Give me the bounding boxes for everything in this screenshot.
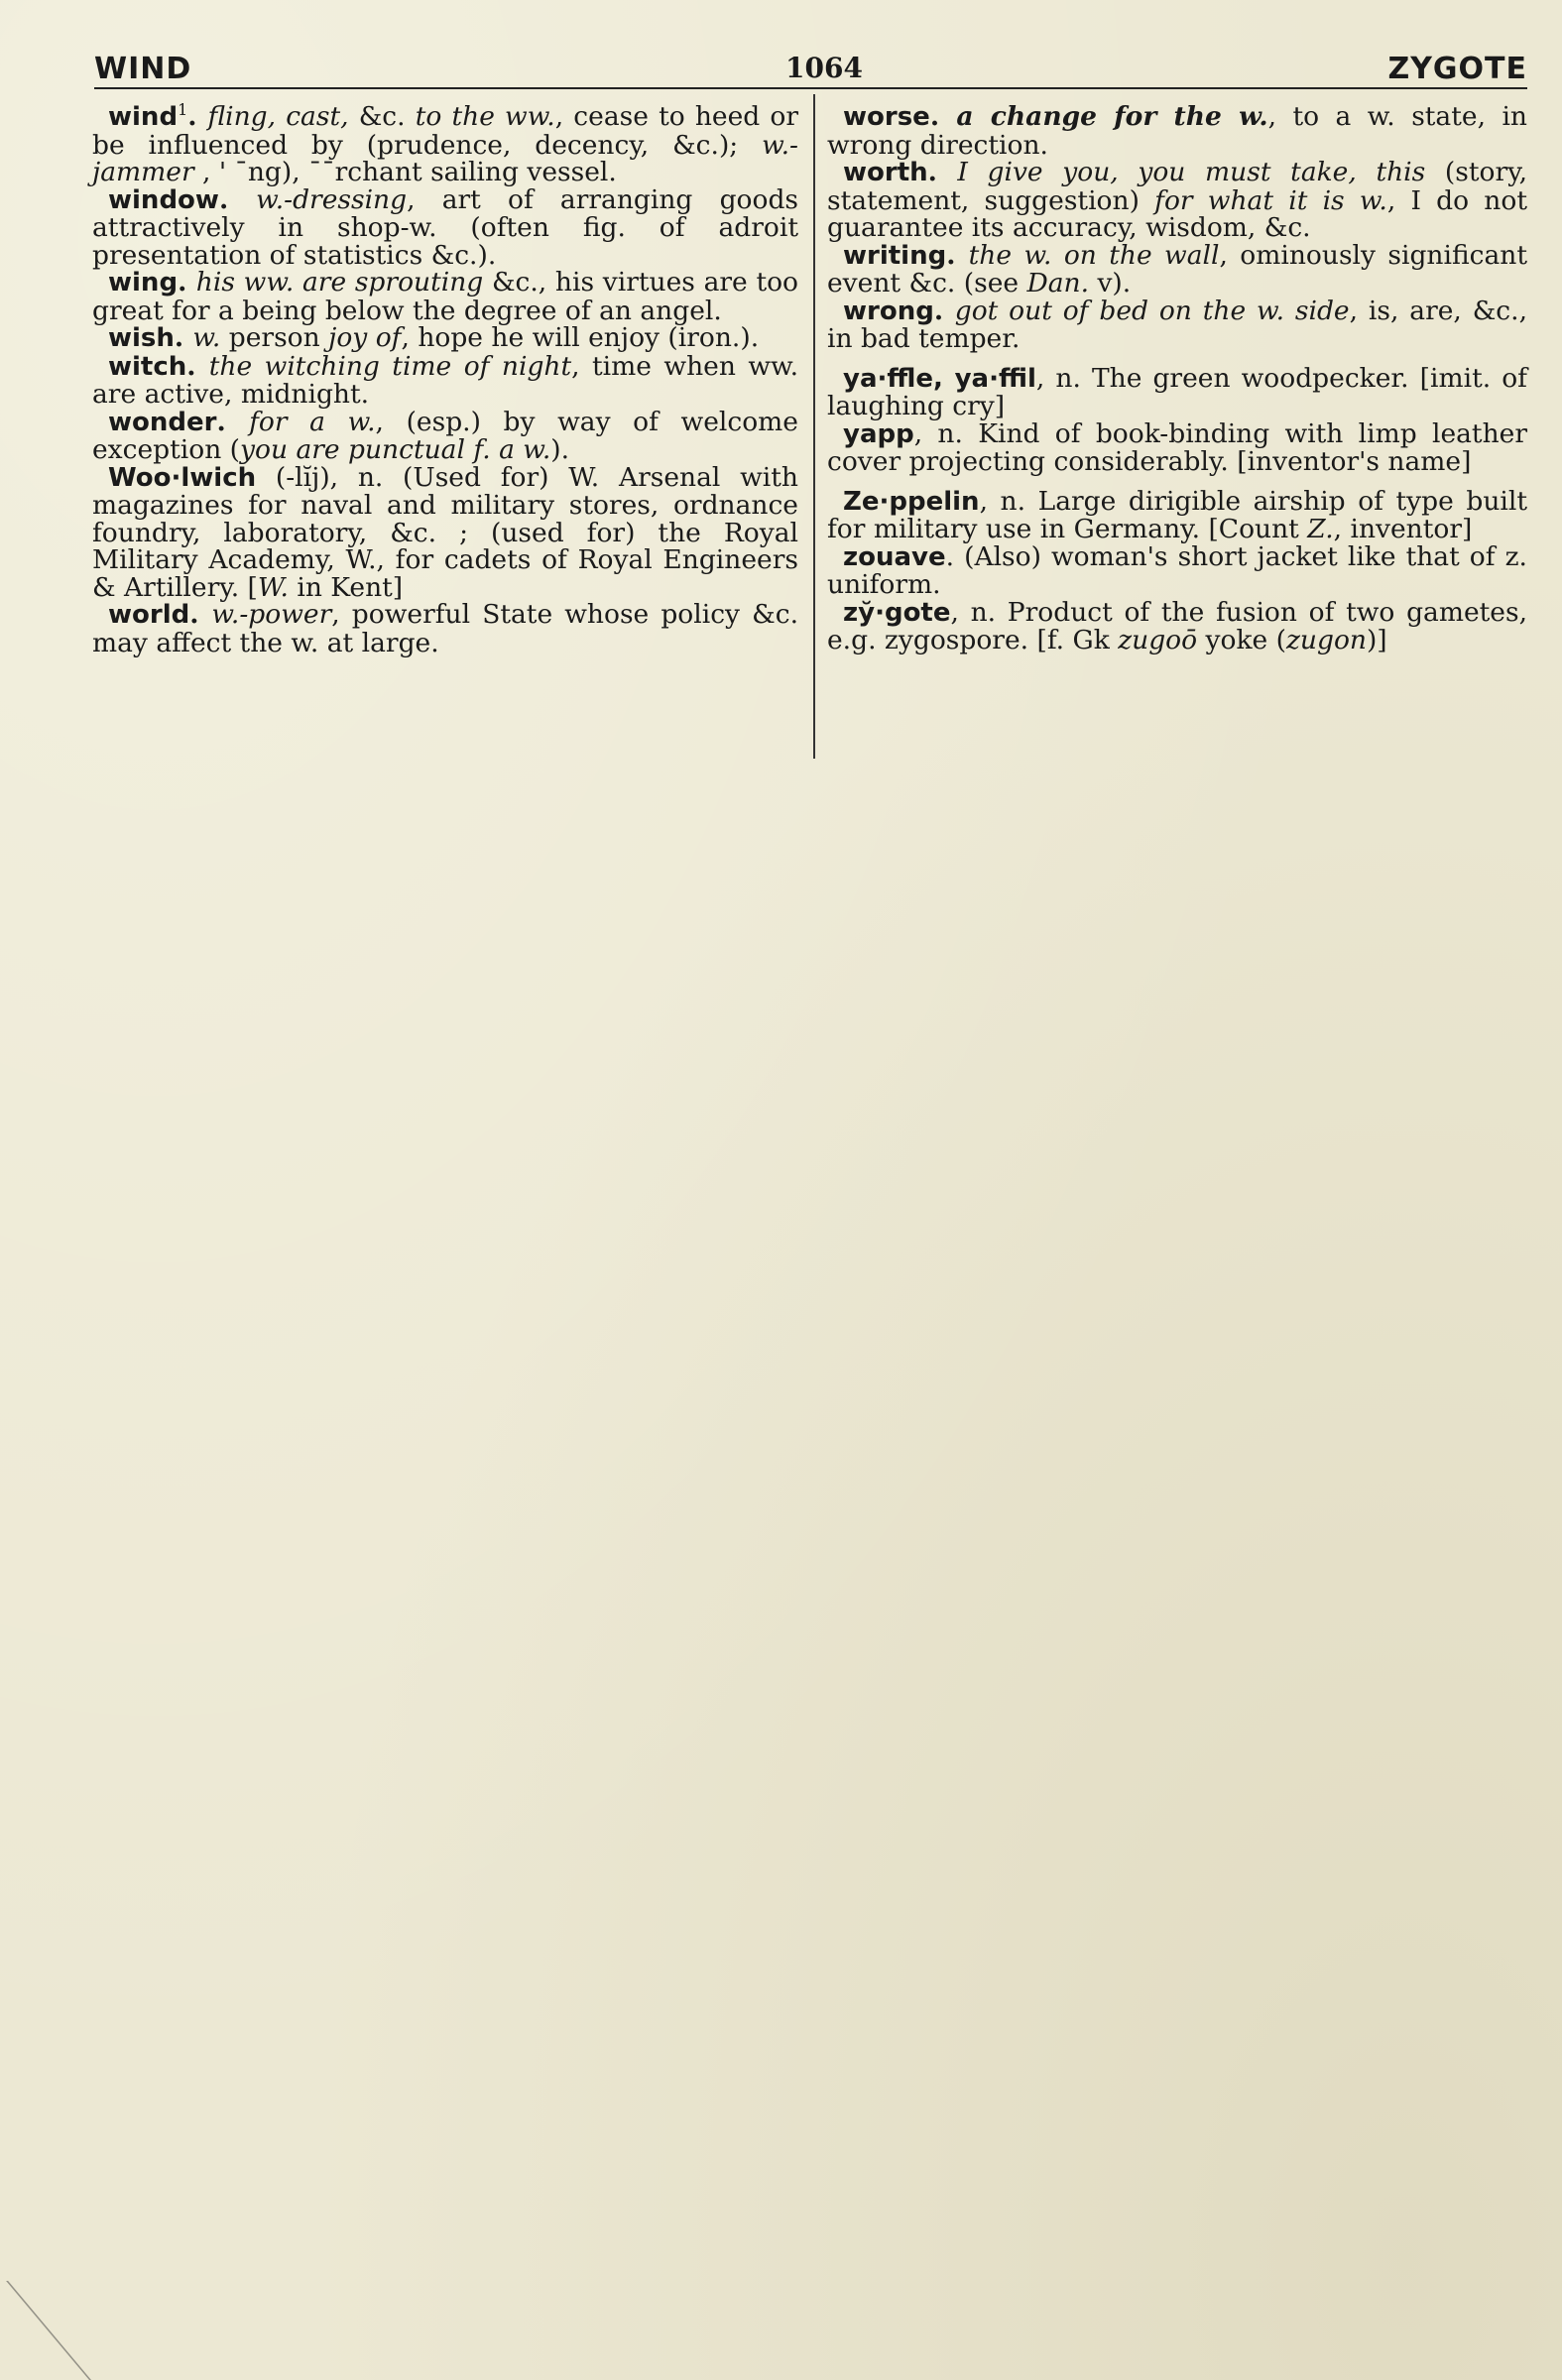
homograph-number: 1 (178, 100, 188, 120)
entry-text: . (933, 295, 955, 326)
entry-text: (story, statement, suggestion) (827, 157, 1528, 216)
dictionary-entry (92, 406, 798, 465)
page-corner-crease (0, 2281, 91, 2380)
entry-text: . (927, 157, 958, 187)
entry-headword: Ze·ppelin (843, 486, 980, 517)
entry-text: his ww. are sprouting (195, 267, 484, 298)
entry-text: , hope he will enjoy (iron.). (401, 322, 760, 353)
entry-text: &c. (358, 101, 416, 132)
right-column (827, 103, 1527, 654)
right-guide-word: ZYGOTE (1387, 52, 1527, 86)
entry-headword: window (108, 184, 219, 215)
entry-text: you are punctual f. a w. (240, 434, 551, 465)
entry-text: &c., his virtues are too great for a being below the degree of an angel. (92, 267, 798, 326)
dictionary-entry (827, 540, 1527, 600)
entry-headword: writing (843, 240, 947, 271)
dictionary-entry (827, 417, 1527, 477)
entry-text: . (174, 322, 193, 353)
left-guide-word: WIND (94, 52, 192, 86)
entry-headword: worse (843, 102, 930, 132)
entry-text: , time when ww. are active, midnight. (92, 350, 798, 410)
entry-text: . (187, 101, 208, 132)
entry-text: . (189, 599, 212, 630)
header-rule (94, 87, 1527, 89)
column-divider (813, 94, 815, 759)
entry-text: fling, cast, (207, 101, 359, 132)
entry-text: ). (550, 434, 570, 465)
entry-text: , inventor] (1333, 514, 1473, 544)
entry-text: w.-jammer (92, 129, 798, 187)
entry-text: w.-dressing (256, 183, 408, 215)
entry-text: . (216, 406, 250, 437)
dictionary-entry (92, 601, 798, 656)
entry-text: . (186, 350, 209, 382)
dictionary-entry (92, 269, 798, 324)
entry-text: . (946, 239, 969, 271)
entry-text: , is, are, &c., in bad temper. (827, 295, 1527, 354)
entry-headword: Woo·lwich (108, 462, 257, 493)
dictionary-entry (92, 324, 798, 353)
entry-headword: witch (108, 351, 187, 382)
entry-headword: yapp (843, 418, 914, 449)
entry-text: for a w. (249, 406, 376, 437)
entry-text: the witching time of night (208, 350, 572, 382)
dictionary-entry (827, 485, 1527, 544)
entry-text: I give you, you must take, this (957, 157, 1426, 187)
entry-text: , n. Kind of book-binding with limp leather cover projecting considerably. [inventor's name] (827, 417, 1527, 477)
entry-text: the w. on the wall (968, 239, 1220, 271)
entry-text: , powerful State whose policy &c. may affect the w. at large. (92, 599, 798, 658)
entry-headword: zouave (843, 541, 946, 572)
entry-text: . (Also) woman's short jacket like that of z. uniform. (827, 540, 1527, 600)
entry-text: Dan. (1026, 268, 1090, 298)
entry-text: W. (257, 571, 289, 603)
entry-text: yoke ( (1197, 625, 1286, 655)
entry-text: got out of bed on the w. side (954, 295, 1350, 326)
entry-headword: wind (108, 102, 179, 132)
dictionary-entry (92, 100, 799, 187)
entry-text: . (178, 267, 196, 298)
entry-text: w. (192, 322, 221, 353)
entry-headword: zy̆·gote (843, 597, 951, 628)
page-number: 1064 (785, 52, 863, 84)
dictionary-entry (92, 461, 798, 603)
entry-headword: wish (108, 323, 175, 353)
entry-text: , n. Large dirigible airship of type built for military use in Germany. [Count (827, 485, 1527, 544)
entry-text: to the ww. (415, 101, 555, 132)
entry-text: v). (1089, 268, 1132, 298)
entry-text: , art of arranging goods attractively in shop-w. (often fig. of adroit presentation of statistics &c.). (92, 183, 799, 271)
entry-text: w.-power (211, 599, 332, 630)
entry-headword: wing (108, 268, 179, 298)
running-header (94, 52, 1527, 91)
entry-text: zugon (1285, 625, 1367, 655)
entry-text: , to a w. state, in wrong direction. (827, 101, 1527, 161)
entry-text: (-lĭj), n. (Used for) W. Arsenal with magazines for naval and military stores, ordnance foundry, laboratory, &c. ; (used for) the Royal Military Academy, W., for cadets of Royal Engineers & Artillery. [ (92, 461, 798, 603)
dictionary-entry (92, 183, 799, 271)
entry-headword: wrong (843, 296, 934, 326)
dictionary-entry (827, 239, 1527, 298)
entry-text: , I do not guarantee its accuracy, wisdom, &c. (827, 184, 1527, 243)
entry-text: Z. (1307, 514, 1334, 544)
entry-text: , ominously significant event &c. (see (827, 239, 1527, 298)
entry-text: , (esp.) by way of welcome exception ( (92, 406, 798, 465)
dictionary-entry (827, 103, 1527, 159)
entry-headword: wonder (108, 407, 217, 437)
entry-text: . (218, 183, 257, 215)
entry-text: , ' ¯ng), ¯¯rchant sailing vessel. (193, 157, 617, 187)
dictionary-entry (92, 350, 798, 410)
entry-text: for what it is w. (1154, 184, 1387, 216)
entry-headword: worth (843, 158, 928, 187)
left-column (92, 100, 799, 658)
entry-text: , n. The green woodpecker. [imit. of laughing cry] (827, 362, 1527, 421)
entry-text: a change for the w. (956, 101, 1268, 132)
entry-text: joy of (328, 322, 402, 353)
dictionary-entry (827, 295, 1527, 354)
entry-text: . (929, 101, 957, 132)
entry-text: zugoō (1118, 625, 1198, 655)
entry-text: in Kent] (288, 571, 404, 603)
dictionary-entry (827, 596, 1527, 655)
entry-text: person (220, 322, 329, 353)
entry-text: )] (1366, 625, 1387, 655)
dictionary-entry (827, 362, 1527, 421)
entry-text: , cease to heed or be influenced by (prudence, decency, &c.); (92, 101, 799, 161)
entry-headword: ya·ffle, ya·ffil (843, 363, 1036, 394)
entry-text: , n. Product of the fusion of two gametes, e.g. zygospore. [f. Gk (827, 596, 1527, 655)
entry-headword: world (108, 600, 190, 630)
dictionary-entry (827, 159, 1527, 242)
